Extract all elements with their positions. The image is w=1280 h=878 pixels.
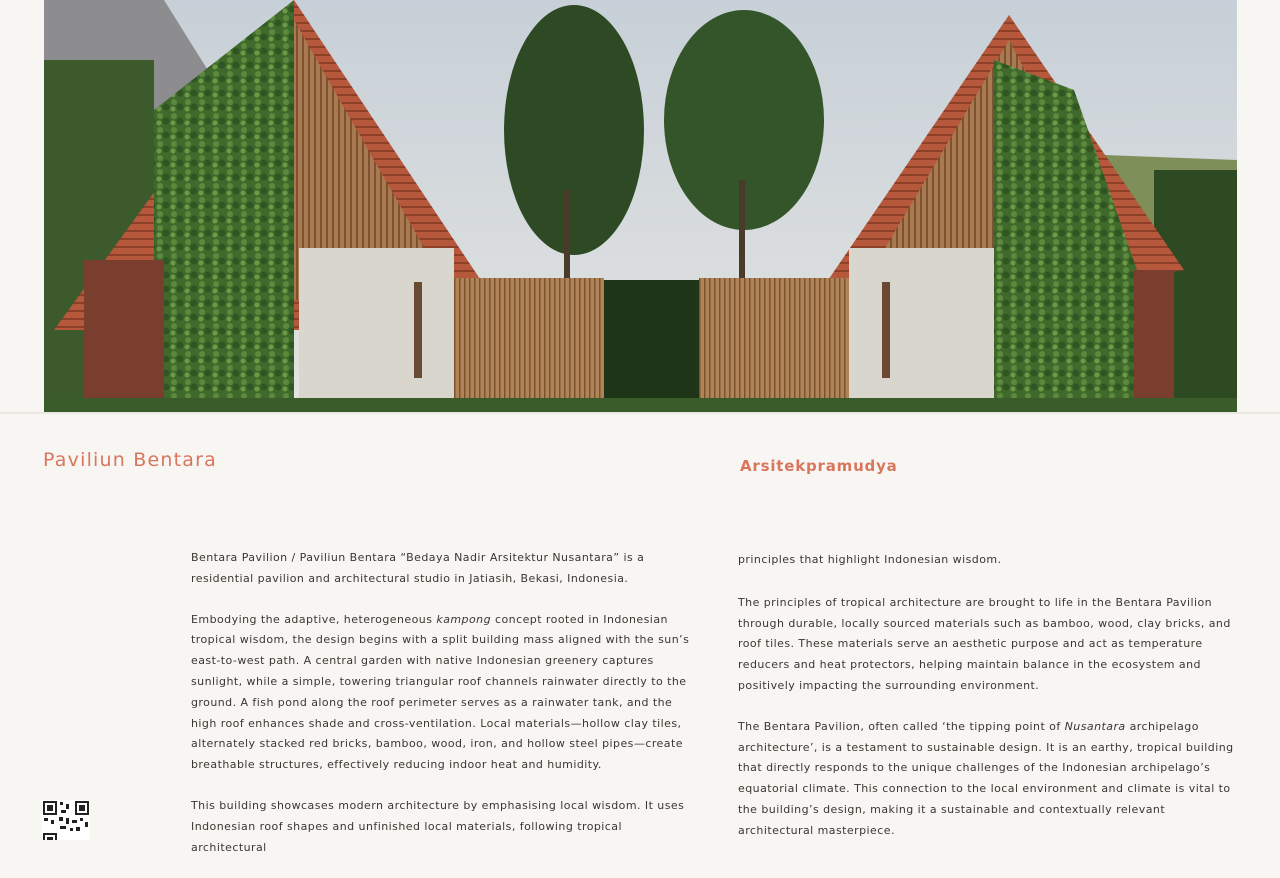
paragraph-text: archipelago architecture’, is a testament to sustainable design. It is an earthy, tropical building that directly responds to the unique challenges of the Indonesian archipelago’s equatorial climate. This connection to the local environment and climate is vital to the building’s design, making it a sustainable and contextually relevant architectural masterpiece. xyxy=(738,719,1234,837)
paragraph-text: concept rooted in Indonesian tropical wisdom, the design begins with a split building mass aligned with the sun’s east-to-west path. A central garden with native Indonesian greenery captures sunlight, while a simple, towering triangular roof channels rainwater directly to the ground. A fish pond along the roof perimeter serves as a rainwater tank, and the high roof enhances shade and cross-ventilation. Local materials—hollow clay tiles, alternately stacked red bricks, bamboo, wood, iron, and hollow steel pipes—create breathable structures, effectively reducing indoor heat and humidity. xyxy=(191,612,690,772)
page-divider xyxy=(0,412,1280,414)
pavilion-photo xyxy=(44,0,1237,412)
text-column-right xyxy=(738,550,1238,862)
paragraph: This building showcases modern architecture by emphasising local wisdom. It uses Indonesian roof shapes and unfinished local materials, following tropical architectural xyxy=(191,798,685,854)
qr-code-icon[interactable] xyxy=(42,800,90,840)
project-title: Paviliun Bentara xyxy=(43,449,217,471)
paragraph: The principles of tropical architecture are brought to life in the Bentara Pavilion through durable, locally sourced materials such as bamboo, wood, clay bricks, and roof tiles. These materials serve an aesthetic purpose and act as temperature reducers and heat protectors, helping maintain balance in the ecosystem and positively impacting the surrounding environment. xyxy=(738,595,1231,692)
paragraph-text: The Bentara Pavilion, often called ‘the tipping point of xyxy=(738,719,1065,733)
architect-name: Arsitekpramudya xyxy=(740,457,898,475)
emphasis-term: kampong xyxy=(436,612,492,626)
paragraph-text: Embodying the adaptive, heterogeneous xyxy=(191,612,437,626)
qr-code-graphic xyxy=(42,800,90,840)
paragraph: principles that highlight Indonesian wisdom. xyxy=(738,553,1002,566)
paragraph: Bentara Pavilion / Paviliun Bentara “Bedaya Nadir Arsitektur Nusantara” is a residential pavilion and architectural studio in Jatiasih, Bekasi, Indonesia. xyxy=(191,551,645,585)
paragraph xyxy=(738,717,1238,842)
pavilion-illustration xyxy=(44,0,1237,412)
paragraph xyxy=(191,610,691,776)
emphasis-term: Nusantara xyxy=(1064,719,1126,733)
text-column-left xyxy=(191,548,691,878)
